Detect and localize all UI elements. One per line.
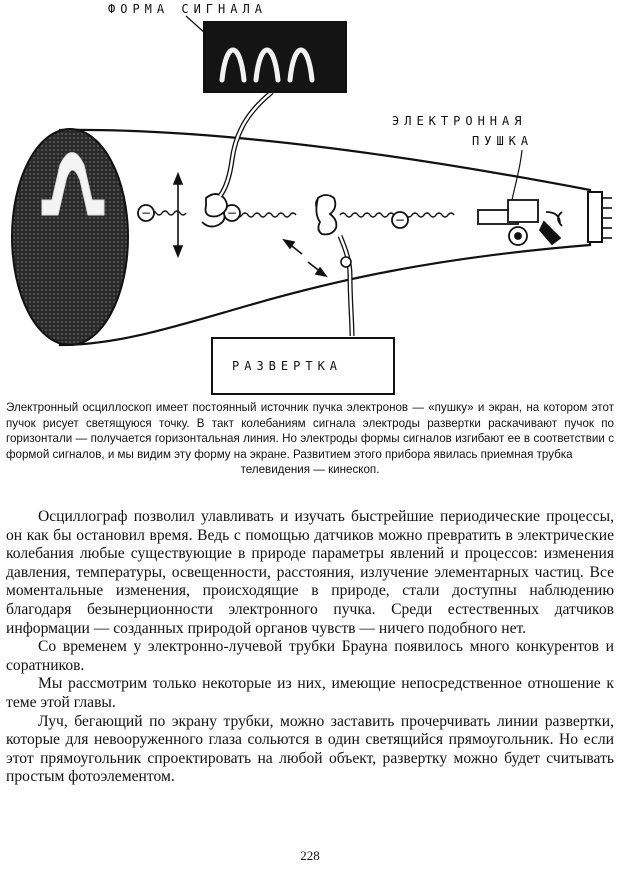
paragraph: Со временем у электронно-лучевой трубки Брауна появилось много конкурентов и соратников. bbox=[6, 638, 614, 674]
paragraph: Осциллограф позволил улавливать и изучать быстрейшие периодические процессы, он как бы остановил время. Ведь с помощью датчиков можно превратить в электрические колебания любые существующие в природе параметры явлений и процессов: изменения давления, температуры, освещенности, расстояния, излучение элементарных частиц. Все моментальные изменения, происходящие в природе, стали доступны наблюдению благодаря безынерционности электронного пучка. Среди естественных датчиков информации — созданных природой органов чувств — ничего подобного нет. bbox=[6, 508, 614, 637]
figure-caption bbox=[6, 400, 614, 478]
oscilloscope-illustration bbox=[0, 0, 620, 400]
caption-text: Электронный осциллоскоп имеет постоянный источник пучка электронов — «пушку» и экран, на котором этот пучок рисует светящуюся точку. В такт колебаниям сигнала электроды развертки раскачивают пучок по горизонтали — получается горизонтальная линия. Но электроды формы сигналов изгибают ее в соответствии с формой сигналов, и мы видим эту форму на экране. Развитием этого прибора явилась приемная трубка bbox=[6, 401, 614, 461]
crt-diagram bbox=[0, 0, 620, 400]
paragraph: Луч, бегающий по экрану трубки, можно заставить прочерчивать линии развертки, которые для невооруженного глаза сольются в один светящийся прямоугольник. Но если этот прямоугольник спроектировать на любой объект, развертку можно будет считывать простым фотоэлементом. bbox=[6, 712, 614, 786]
signal-electrodes bbox=[202, 194, 227, 227]
svg-text:−: − bbox=[140, 206, 152, 220]
paragraph: Мы рассмотрим только некоторые из них, имеющие непосредственное отношение к теме этой главы. bbox=[6, 675, 614, 711]
caption-text-end: телевидения — кинескоп. bbox=[240, 463, 380, 476]
signal-form-label: ФОРМА СИГНАЛА bbox=[108, 2, 267, 16]
body-text bbox=[6, 508, 614, 787]
electron-gun-label-line2: ПУШКА bbox=[472, 134, 534, 148]
electron bbox=[392, 212, 408, 228]
electron-gun-label-line1: ЭЛЕКТРОННАЯ bbox=[392, 114, 527, 128]
sweep-label: РАЗВЕРТКА bbox=[232, 359, 343, 373]
svg-text:−: − bbox=[226, 206, 238, 220]
electron bbox=[138, 205, 154, 221]
svg-text:−: − bbox=[394, 213, 406, 227]
page-number: 228 bbox=[300, 848, 320, 863]
tube-base bbox=[588, 192, 602, 242]
